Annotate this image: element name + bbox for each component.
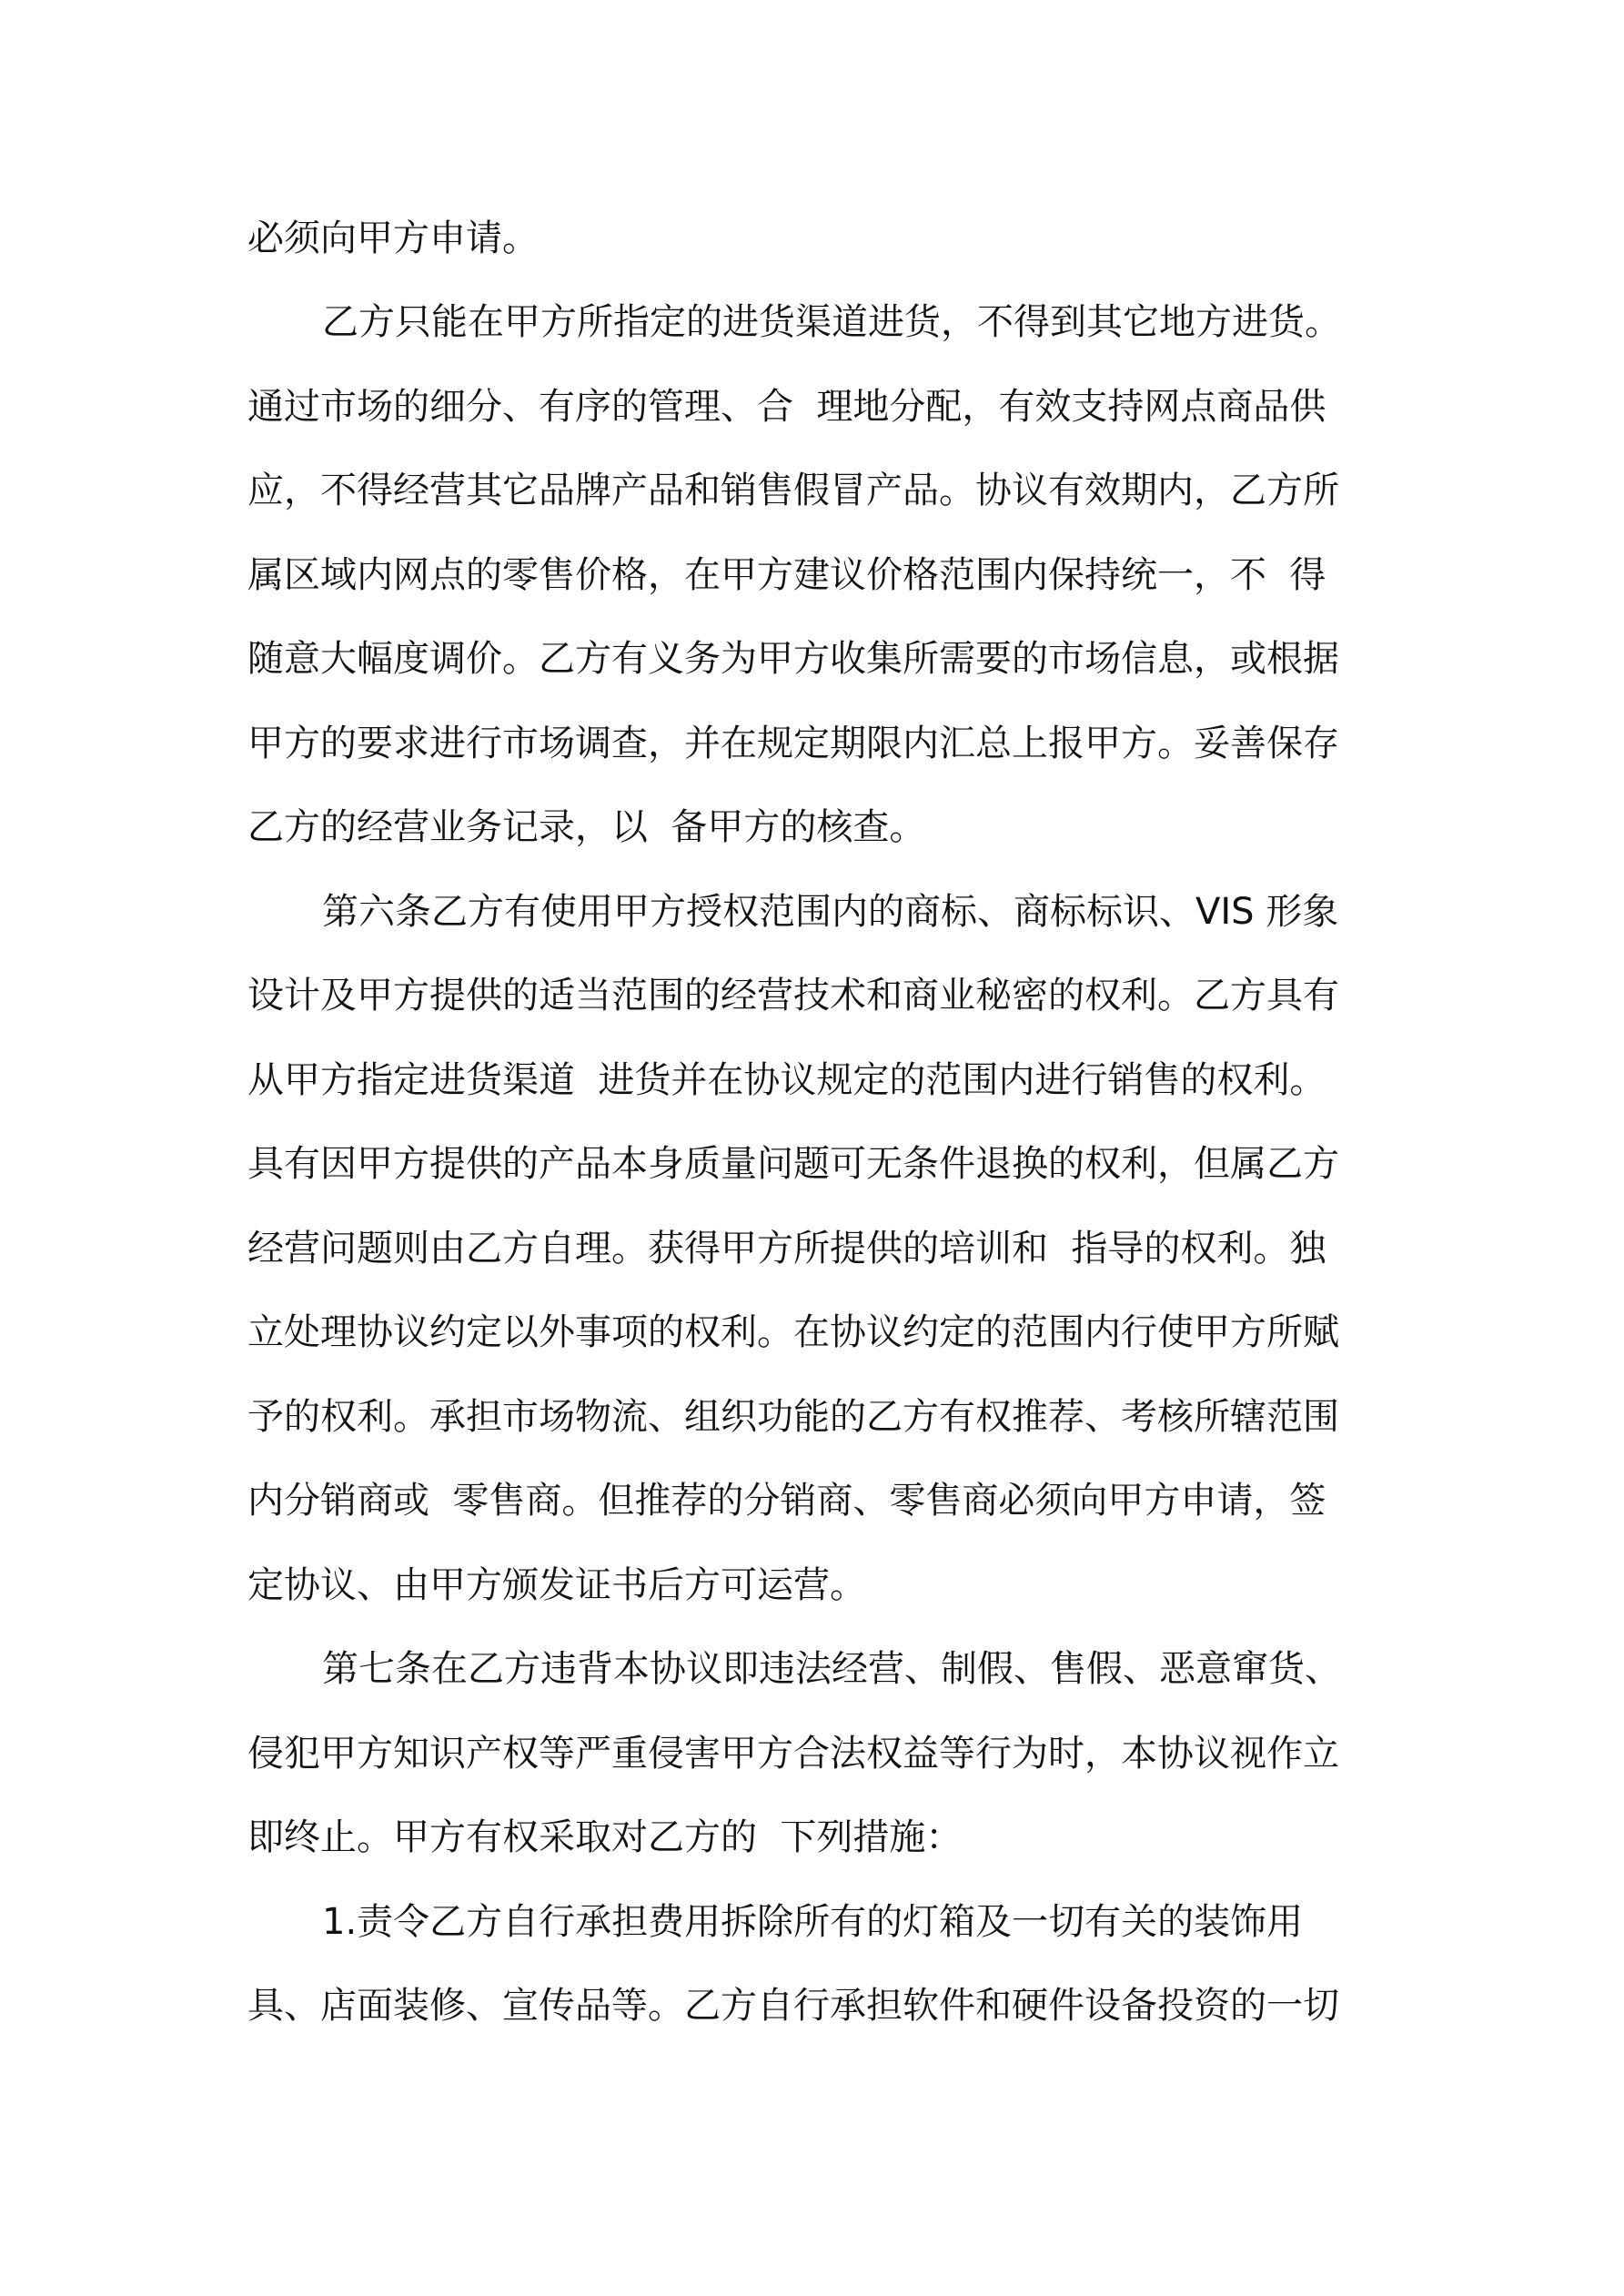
paragraph-first-line: 第六条乙方有使用甲方授权范围内的商标、商标标识、VIS 形象 bbox=[322, 891, 1339, 933]
text-line: 从甲方指定进货渠道 进货并在协议规定的范围内进行销售的权利。 bbox=[247, 1059, 1326, 1101]
text-line: 设计及甲方提供的适当范围的经营技术和商业秘密的权利。乙方具有 bbox=[247, 975, 1339, 1017]
text-line: 立处理协议约定以外事项的权利。在协议约定的范围内行使甲方所赋 bbox=[247, 1311, 1339, 1353]
paragraph-first-line: 第七条在乙方违背本协议即违法经营、制假、售假、恶意窜货、 bbox=[322, 1648, 1341, 1690]
text-line: 甲方的要求进行市场调查，并在规定期限内汇总上报甲方。妥善保存 bbox=[247, 723, 1339, 764]
text-line: 经营问题则由乙方自理。获得甲方所提供的培训和 指导的权利。独 bbox=[247, 1228, 1326, 1269]
text-line: 即终止。甲方有权采取对乙方的 下列措施： bbox=[247, 1816, 963, 1858]
text-line: 定协议、由甲方颁发证书后方可运营。 bbox=[247, 1564, 866, 1606]
text-line: 必须向甲方申请。 bbox=[247, 217, 539, 259]
text-line: 侵犯甲方知识产权等严重侵害甲方合法权益等行为时，本协议视作立 bbox=[247, 1733, 1339, 1775]
text-line: 具、店面装修、宣传品等。乙方自行承担软件和硬件设备投资的一切 bbox=[247, 1985, 1339, 2027]
text-line: 乙方的经营业务记录，以 备甲方的核查。 bbox=[247, 806, 926, 848]
text-line: 随意大幅度调价。乙方有义务为甲方收集所需要的市场信息，或根据 bbox=[247, 638, 1339, 680]
text-line: 通过市场的细分、有序的管理、合 理地分配，有效支持网点商品供 bbox=[247, 386, 1326, 428]
text-line: 具有因甲方提供的产品本身质量问题可无条件退换的权利，但属乙方 bbox=[247, 1143, 1339, 1185]
paragraph-first-line: 1.责令乙方自行承担费用拆除所有的灯箱及一切有关的装饰用 bbox=[322, 1901, 1304, 1943]
text-line: 应，不得经营其它品牌产品和销售假冒产品。协议有效期内，乙方所 bbox=[247, 470, 1339, 511]
text-line: 属区域内网点的零售价格，在甲方建议价格范围内保持统一，不 得 bbox=[247, 554, 1326, 596]
text-line: 内分销商或 零售商。但推荐的分销商、零售商必须向甲方申请，签 bbox=[247, 1480, 1326, 1522]
text-line: 予的权利。承担市场物流、组织功能的乙方有权推荐、考核所辖范围 bbox=[247, 1396, 1339, 1438]
paragraph-first-line: 乙方只能在甲方所指定的进货渠道进货，不得到其它地方进货。 bbox=[322, 301, 1341, 343]
